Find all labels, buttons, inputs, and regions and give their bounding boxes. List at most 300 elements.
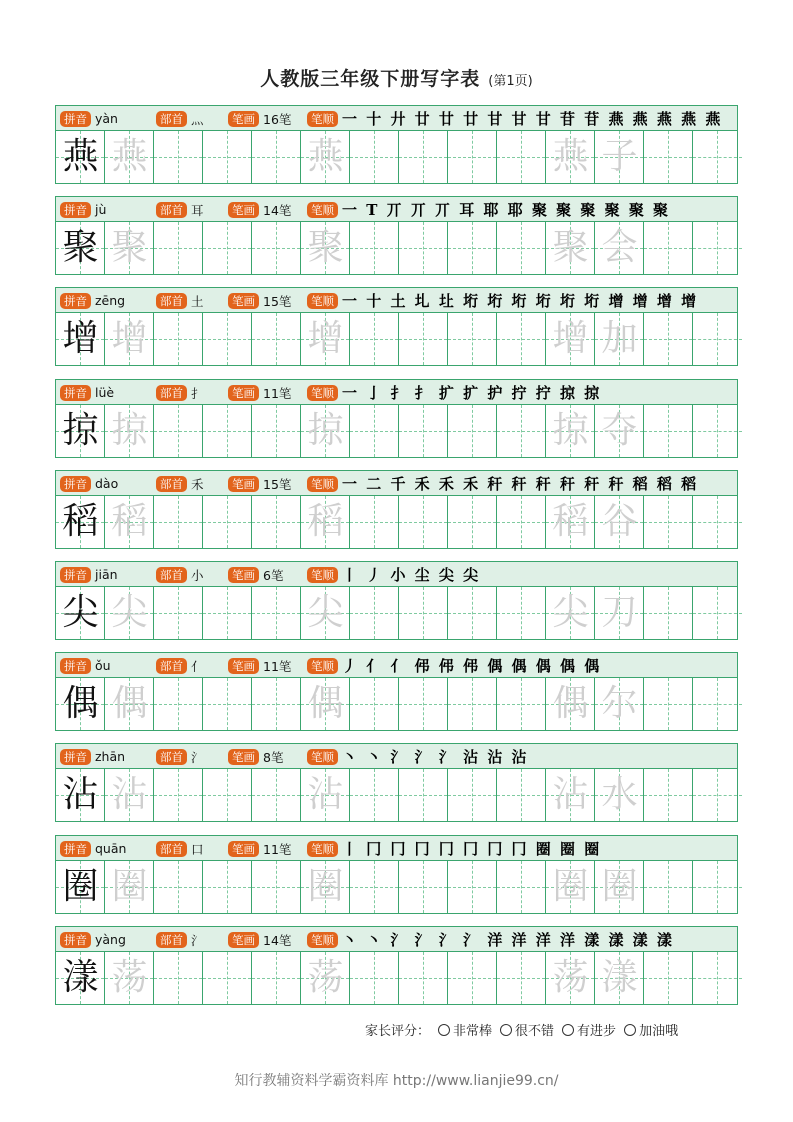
pinyin-field <box>60 566 118 583</box>
pinyin-label: 拼音 <box>60 202 91 218</box>
character-row <box>55 743 738 822</box>
trace-character: 尖 <box>552 592 589 633</box>
writing-cell[interactable] <box>497 131 546 183</box>
writing-cell[interactable] <box>252 313 301 365</box>
writing-cell[interactable] <box>693 131 742 183</box>
character-row <box>55 470 738 549</box>
trace-character: 燕 <box>111 136 148 177</box>
writing-cell[interactable] <box>497 313 546 365</box>
trace-character: 偶 <box>552 683 589 724</box>
trace-character: 荡 <box>307 957 344 998</box>
writing-cell[interactable] <box>644 678 693 730</box>
writing-grid <box>56 678 737 730</box>
pinyin-field <box>60 475 118 492</box>
writing-cell[interactable] <box>301 952 350 1004</box>
writing-cell[interactable] <box>56 222 105 274</box>
writing-cell[interactable] <box>693 769 742 821</box>
trace-character: 稻 <box>307 501 344 542</box>
stroke-order-value: 一 二 千 禾 禾 禾 秆 秆 秆 秆 秆 秆 稻 稻 稻 <box>342 475 699 493</box>
model-character: 增 <box>62 318 99 359</box>
rating-label: 家长评分： <box>365 1024 431 1039</box>
trace-character: 圈 <box>307 866 344 907</box>
writing-grid <box>56 222 737 274</box>
writing-cell[interactable] <box>693 496 742 548</box>
bishun-label: 笔顺 <box>307 658 338 674</box>
writing-cell[interactable] <box>203 405 252 457</box>
pinyin-value: jiān <box>95 567 118 582</box>
writing-cell[interactable] <box>595 587 644 639</box>
rating-option-label: 很不错 <box>515 1024 555 1039</box>
writing-cell[interactable] <box>56 496 105 548</box>
pinyin-label: 拼音 <box>60 111 91 127</box>
radical-field <box>156 840 204 857</box>
writing-cell[interactable] <box>546 769 595 821</box>
model-character: 聚 <box>62 227 99 268</box>
writing-cell[interactable] <box>644 405 693 457</box>
trace-character: 增 <box>307 318 344 359</box>
writing-grid <box>56 861 737 913</box>
writing-cell[interactable] <box>105 587 154 639</box>
stroke-order-value: 一 十 土 圠 圵 垳 垳 垳 垳 垳 垳 增 增 增 增 <box>342 292 699 310</box>
stroke-order-value: 一 T 丌 丌 丌 耳 耶 耶 聚 聚 聚 聚 聚 聚 <box>342 201 671 219</box>
bushou-label: 部首 <box>156 841 187 857</box>
radical-field <box>156 657 204 674</box>
writing-cell[interactable] <box>399 861 448 913</box>
stroke-count-field <box>228 475 291 492</box>
pinyin-label: 拼音 <box>60 293 91 309</box>
stroke-count-value: 15笔 <box>263 293 292 309</box>
writing-cell[interactable] <box>203 587 252 639</box>
parent-rating <box>365 1020 678 1039</box>
radical-field <box>156 110 204 127</box>
writing-cell[interactable] <box>693 678 742 730</box>
writing-cell[interactable] <box>399 405 448 457</box>
writing-cell[interactable] <box>154 222 203 274</box>
stroke-order-field <box>307 840 601 857</box>
writing-cell[interactable] <box>56 313 105 365</box>
writing-grid <box>56 131 737 183</box>
writing-cell[interactable] <box>497 496 546 548</box>
pinyin-value: dào <box>95 476 119 491</box>
writing-cell[interactable] <box>595 678 644 730</box>
writing-cell[interactable] <box>546 587 595 639</box>
pinyin-field <box>60 110 118 127</box>
writing-cell[interactable] <box>399 131 448 183</box>
pinyin-value: zēng <box>95 293 126 308</box>
writing-cell[interactable] <box>252 952 301 1004</box>
writing-cell[interactable] <box>644 861 693 913</box>
writing-cell[interactable] <box>301 769 350 821</box>
writing-cell[interactable] <box>105 313 154 365</box>
bishun-label: 笔顺 <box>307 293 338 309</box>
pinyin-label: 拼音 <box>60 749 91 765</box>
row-header <box>56 562 737 587</box>
bihua-label: 笔画 <box>228 841 259 857</box>
writing-cell[interactable] <box>595 496 644 548</box>
rating-option-radio[interactable] <box>438 1024 450 1036</box>
writing-cell[interactable] <box>154 405 203 457</box>
radical-field <box>156 201 204 218</box>
row-header <box>56 744 737 769</box>
trace-character: 尔 <box>601 683 638 724</box>
writing-cell[interactable] <box>252 861 301 913</box>
bushou-label: 部首 <box>156 658 187 674</box>
bihua-label: 笔画 <box>228 385 259 401</box>
radical-field <box>156 384 204 401</box>
writing-cell[interactable] <box>644 496 693 548</box>
pinyin-field <box>60 384 114 401</box>
writing-cell[interactable] <box>56 952 105 1004</box>
bishun-label: 笔顺 <box>307 202 338 218</box>
trace-character: 偶 <box>111 683 148 724</box>
rating-option-label: 加油哦 <box>639 1024 679 1039</box>
bushou-label: 部首 <box>156 293 187 309</box>
model-character: 尖 <box>62 592 99 633</box>
writing-cell[interactable] <box>399 222 448 274</box>
writing-cell[interactable] <box>252 587 301 639</box>
trace-character: 圈 <box>552 866 589 907</box>
writing-cell[interactable] <box>56 769 105 821</box>
writing-cell[interactable] <box>497 861 546 913</box>
radical-value: 耳 <box>191 202 204 218</box>
trace-character: 增 <box>552 318 589 359</box>
bushou-label: 部首 <box>156 932 187 948</box>
writing-cell[interactable] <box>301 222 350 274</box>
writing-cell[interactable] <box>350 496 399 548</box>
bushou-label: 部首 <box>156 202 187 218</box>
writing-cell[interactable] <box>644 769 693 821</box>
writing-cell[interactable] <box>595 405 644 457</box>
pinyin-value: zhān <box>95 749 126 764</box>
pinyin-label: 拼音 <box>60 932 91 948</box>
radical-value: 土 <box>191 293 204 309</box>
writing-cell[interactable] <box>399 678 448 730</box>
writing-cell[interactable] <box>497 769 546 821</box>
writing-cell[interactable] <box>56 861 105 913</box>
writing-cell[interactable] <box>399 496 448 548</box>
writing-cell[interactable] <box>252 222 301 274</box>
writing-cell[interactable] <box>301 678 350 730</box>
writing-cell[interactable] <box>105 222 154 274</box>
writing-cell[interactable] <box>252 678 301 730</box>
writing-cell[interactable] <box>56 131 105 183</box>
writing-cell[interactable] <box>203 861 252 913</box>
character-row <box>55 379 738 458</box>
writing-cell[interactable] <box>105 952 154 1004</box>
writing-cell[interactable] <box>595 222 644 274</box>
stroke-count-value: 14笔 <box>263 202 292 218</box>
writing-cell[interactable] <box>693 405 742 457</box>
writing-cell[interactable] <box>399 313 448 365</box>
trace-character: 聚 <box>552 227 589 268</box>
trace-character: 掠 <box>552 410 589 451</box>
writing-cell[interactable] <box>350 131 399 183</box>
writing-cell[interactable] <box>399 587 448 639</box>
pinyin-value: quān <box>95 841 127 856</box>
row-header <box>56 380 737 405</box>
footer-source: 知行教辅资料学霸资料库 http://www.lianjie99.cn/ <box>234 1073 559 1089</box>
writing-cell[interactable] <box>497 678 546 730</box>
writing-cell[interactable] <box>301 313 350 365</box>
trace-character: 水 <box>601 774 638 815</box>
writing-cell[interactable] <box>350 587 399 639</box>
writing-grid <box>56 313 737 365</box>
writing-cell[interactable] <box>448 587 497 639</box>
writing-cell[interactable] <box>448 496 497 548</box>
stroke-order-value: 丨 冂 冂 冂 冂 冂 冂 冂 圈 圈 圈 <box>342 840 602 858</box>
writing-cell[interactable] <box>497 222 546 274</box>
writing-cell[interactable] <box>203 769 252 821</box>
writing-cell[interactable] <box>154 952 203 1004</box>
trace-character: 尖 <box>111 592 148 633</box>
pinyin-field <box>60 292 125 309</box>
trace-character: 刀 <box>601 592 638 633</box>
row-header <box>56 106 737 131</box>
writing-cell[interactable] <box>693 313 742 365</box>
trace-character: 圈 <box>601 866 638 907</box>
bihua-label: 笔画 <box>228 293 259 309</box>
writing-cell[interactable] <box>546 861 595 913</box>
pinyin-label: 拼音 <box>60 841 91 857</box>
radical-value: 氵 <box>191 932 204 948</box>
bushou-label: 部首 <box>156 385 187 401</box>
writing-cell[interactable] <box>644 222 693 274</box>
writing-cell[interactable] <box>497 587 546 639</box>
writing-cell[interactable] <box>252 131 301 183</box>
writing-cell[interactable] <box>301 587 350 639</box>
character-row <box>55 196 738 275</box>
row-header <box>56 653 737 678</box>
trace-character: 荡 <box>111 957 148 998</box>
stroke-order-value: 丨 丿 小 尘 尖 尖 <box>342 566 481 584</box>
stroke-order-field <box>307 110 722 127</box>
trace-character: 沾 <box>111 774 148 815</box>
writing-cell[interactable] <box>595 313 644 365</box>
stroke-order-field <box>307 292 698 309</box>
stroke-order-value: 丶 丶 氵 氵 氵 氵 洋 洋 洋 洋 漾 漾 漾 漾 <box>342 931 674 949</box>
stroke-order-field <box>307 748 529 765</box>
trace-character: 会 <box>601 227 638 268</box>
writing-cell[interactable] <box>252 496 301 548</box>
writing-cell[interactable] <box>203 496 252 548</box>
writing-grid <box>56 952 737 1004</box>
trace-character: 加 <box>601 318 638 359</box>
writing-cell[interactable] <box>693 861 742 913</box>
writing-cell[interactable] <box>546 405 595 457</box>
writing-cell[interactable] <box>56 587 105 639</box>
writing-cell[interactable] <box>693 222 742 274</box>
writing-cell[interactable] <box>105 131 154 183</box>
rating-option-radio[interactable] <box>624 1024 636 1036</box>
bihua-label: 笔画 <box>228 567 259 583</box>
page-title <box>0 64 793 91</box>
writing-cell[interactable] <box>56 405 105 457</box>
stroke-order-value: 一 亅 扌 扌 扩 扩 护 拧 拧 掠 掠 <box>342 384 602 402</box>
bushou-label: 部首 <box>156 567 187 583</box>
rating-option-radio[interactable] <box>562 1024 574 1036</box>
trace-character: 燕 <box>307 136 344 177</box>
writing-cell[interactable] <box>448 678 497 730</box>
bihua-label: 笔画 <box>228 932 259 948</box>
writing-cell[interactable] <box>595 131 644 183</box>
bihua-label: 笔画 <box>228 658 259 674</box>
writing-cell[interactable] <box>252 405 301 457</box>
writing-cell[interactable] <box>546 678 595 730</box>
writing-cell[interactable] <box>448 222 497 274</box>
stroke-count-value: 11笔 <box>263 841 292 857</box>
writing-cell[interactable] <box>105 496 154 548</box>
writing-cell[interactable] <box>350 769 399 821</box>
radical-value: 扌 <box>191 385 204 401</box>
bihua-label: 笔画 <box>228 749 259 765</box>
trace-character: 沾 <box>307 774 344 815</box>
pinyin-field <box>60 931 126 948</box>
pinyin-value: jù <box>95 202 107 217</box>
writing-cell[interactable] <box>301 131 350 183</box>
radical-value: 口 <box>191 841 204 857</box>
trace-character: 聚 <box>307 227 344 268</box>
writing-cell[interactable] <box>105 678 154 730</box>
stroke-count-field <box>228 566 283 583</box>
writing-cell[interactable] <box>399 952 448 1004</box>
writing-cell[interactable] <box>301 861 350 913</box>
writing-cell[interactable] <box>546 222 595 274</box>
stroke-count-field <box>228 748 283 765</box>
pinyin-value: ǒu <box>95 658 111 673</box>
row-header <box>56 197 737 222</box>
writing-cell[interactable] <box>546 952 595 1004</box>
stroke-count-field <box>228 840 291 857</box>
trace-character: 荡 <box>552 957 589 998</box>
writing-cell[interactable] <box>546 313 595 365</box>
trace-character: 夺 <box>601 410 638 451</box>
model-character: 漾 <box>62 957 99 998</box>
writing-cell[interactable] <box>546 131 595 183</box>
writing-cell[interactable] <box>448 769 497 821</box>
writing-cell[interactable] <box>595 861 644 913</box>
character-row <box>55 926 738 1005</box>
writing-cell[interactable] <box>399 769 448 821</box>
bushou-label: 部首 <box>156 749 187 765</box>
stroke-count-field <box>228 110 291 127</box>
rating-option-radio[interactable] <box>500 1024 512 1036</box>
writing-cell[interactable] <box>448 405 497 457</box>
bihua-label: 笔画 <box>228 111 259 127</box>
pinyin-value: yàn <box>95 111 118 126</box>
stroke-order-value: 丶 丶 氵 氵 氵 沾 沾 沾 <box>342 748 529 766</box>
pinyin-label: 拼音 <box>60 567 91 583</box>
writing-cell[interactable] <box>350 405 399 457</box>
writing-cell[interactable] <box>497 405 546 457</box>
page-number: (第1页) <box>488 74 533 89</box>
writing-cell[interactable] <box>203 131 252 183</box>
radical-value: 亻 <box>191 658 204 674</box>
writing-cell[interactable] <box>252 769 301 821</box>
writing-cell[interactable] <box>693 587 742 639</box>
writing-cell[interactable] <box>105 769 154 821</box>
writing-cell[interactable] <box>644 587 693 639</box>
model-character: 圈 <box>62 866 99 907</box>
writing-cell[interactable] <box>644 952 693 1004</box>
writing-cell[interactable] <box>105 861 154 913</box>
writing-cell[interactable] <box>203 678 252 730</box>
writing-cell[interactable] <box>154 131 203 183</box>
title-text: 人教版三年级下册写字表 <box>260 68 481 90</box>
radical-value: 氵 <box>191 749 204 765</box>
character-row <box>55 652 738 731</box>
writing-cell[interactable] <box>448 952 497 1004</box>
stroke-count-value: 14笔 <box>263 932 292 948</box>
writing-cell[interactable] <box>693 952 742 1004</box>
bishun-label: 笔顺 <box>307 476 338 492</box>
pinyin-field <box>60 201 106 218</box>
writing-cell[interactable] <box>350 222 399 274</box>
writing-cell[interactable] <box>56 678 105 730</box>
radical-value: 小 <box>191 567 204 583</box>
writing-cell[interactable] <box>497 952 546 1004</box>
writing-cell[interactable] <box>105 405 154 457</box>
trace-character: 掠 <box>307 410 344 451</box>
bushou-label: 部首 <box>156 111 187 127</box>
stroke-order-field <box>307 384 601 401</box>
writing-cell[interactable] <box>154 587 203 639</box>
pinyin-value: lüè <box>95 385 115 400</box>
stroke-order-value: 一 十 廾 廿 廿 廿 甘 甘 甘 苷 苷 燕 燕 燕 燕 燕 <box>342 110 723 128</box>
writing-cell[interactable] <box>644 131 693 183</box>
trace-character: 增 <box>111 318 148 359</box>
writing-cell[interactable] <box>203 952 252 1004</box>
trace-character: 尖 <box>307 592 344 633</box>
trace-character: 漾 <box>601 957 638 998</box>
trace-character: 圈 <box>111 866 148 907</box>
writing-cell[interactable] <box>301 405 350 457</box>
writing-cell[interactable] <box>154 678 203 730</box>
stroke-count-value: 11笔 <box>263 658 292 674</box>
writing-cell[interactable] <box>595 952 644 1004</box>
writing-cell[interactable] <box>154 313 203 365</box>
stroke-order-value: 丿 亻 亻 伄 伄 伄 偶 偶 偶 偶 偶 <box>342 657 602 675</box>
trace-character: 掠 <box>111 410 148 451</box>
writing-cell[interactable] <box>350 313 399 365</box>
radical-value: 禾 <box>191 476 204 492</box>
radical-field <box>156 931 204 948</box>
writing-cell[interactable] <box>154 769 203 821</box>
writing-cell[interactable] <box>154 496 203 548</box>
writing-cell[interactable] <box>203 313 252 365</box>
writing-cell[interactable] <box>448 861 497 913</box>
writing-cell[interactable] <box>350 678 399 730</box>
trace-character: 稻 <box>552 501 589 542</box>
writing-cell[interactable] <box>448 313 497 365</box>
writing-cell[interactable] <box>644 313 693 365</box>
writing-cell[interactable] <box>546 496 595 548</box>
writing-cell[interactable] <box>350 861 399 913</box>
radical-field <box>156 292 204 309</box>
writing-cell[interactable] <box>203 222 252 274</box>
model-character: 燕 <box>62 136 99 177</box>
writing-cell[interactable] <box>595 769 644 821</box>
stroke-order-field <box>307 931 674 948</box>
trace-character: 燕 <box>552 136 589 177</box>
writing-cell[interactable] <box>448 131 497 183</box>
stroke-count-field <box>228 657 291 674</box>
radical-field <box>156 475 204 492</box>
writing-grid <box>56 769 737 821</box>
writing-cell[interactable] <box>154 861 203 913</box>
character-row <box>55 835 738 914</box>
writing-cell[interactable] <box>350 952 399 1004</box>
writing-cell[interactable] <box>301 496 350 548</box>
